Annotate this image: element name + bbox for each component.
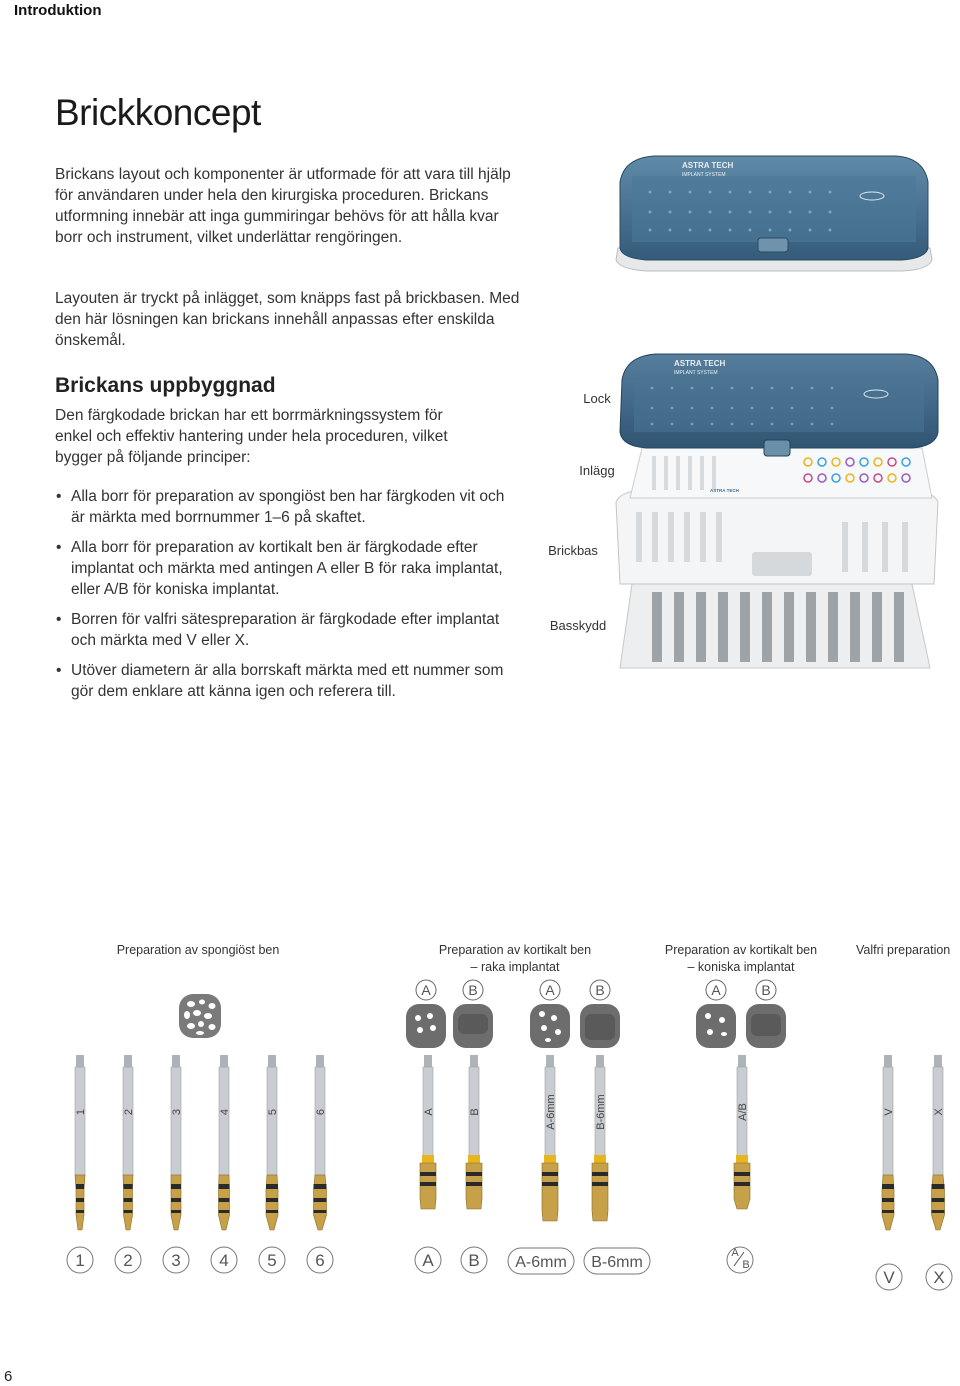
drill-shank: [884, 1055, 892, 1067]
bullet-icon: •: [56, 662, 62, 679]
icon-letter: A: [421, 982, 431, 998]
page-number: 6: [4, 1368, 13, 1385]
drill-color-band: [594, 1155, 606, 1163]
drill-body: [123, 1175, 133, 1230]
drill-band: [420, 1182, 436, 1186]
drill-body: [75, 1175, 85, 1230]
bullet-icon: •: [56, 488, 62, 505]
drill-color-band: [736, 1155, 748, 1163]
drill-band: [466, 1172, 482, 1176]
drill-band: [314, 1198, 327, 1202]
intro-paragraph-2: Layouten är tryckt på inlägget, som knäpps fast på brickbasen. Med den här lösningen kan brickans innehåll anpassas efter enskilda önskemål.: [55, 290, 520, 349]
drill-number-label: 2: [123, 1251, 133, 1270]
drill-band: [420, 1172, 436, 1176]
drill-optional-label: V: [883, 1268, 895, 1287]
drill-band: [932, 1210, 945, 1213]
label-insert: Inlägg: [579, 463, 615, 478]
drill: [882, 1055, 895, 1230]
category-optional: Valfri preparation: [856, 943, 951, 957]
label-base-guard: Basskydd: [549, 618, 607, 633]
drill-shank: [546, 1055, 554, 1067]
category-cortical-straight: [415, 942, 615, 976]
drill-shaft-label: A-6mm: [545, 1094, 557, 1130]
drill-band: [219, 1210, 230, 1213]
drill-shank: [424, 1055, 432, 1067]
drill-band: [266, 1210, 278, 1213]
icon-letter: A: [711, 982, 721, 998]
drill-shaft-label: 4: [219, 1108, 231, 1116]
drill-band: [76, 1198, 84, 1202]
drill-conical-top: A: [731, 1247, 739, 1259]
structure-heading: Brickans uppbyggnad: [55, 374, 276, 397]
drill: [75, 1055, 87, 1230]
drill: [932, 1055, 946, 1230]
drill-band: [882, 1198, 894, 1202]
drill-body: [171, 1175, 181, 1230]
drill-length-label: B-6mm: [591, 1254, 643, 1271]
drill-shaft-label: 3: [171, 1108, 183, 1116]
drill-band: [314, 1210, 327, 1213]
base-guard: [620, 584, 930, 668]
category-cortical-conical: [641, 942, 841, 976]
drill-number-label: 4: [219, 1251, 229, 1270]
drill-shaft-label: 6: [315, 1108, 327, 1116]
lid-brand-text: ASTRA TECH: [674, 359, 726, 368]
drill-panel: [0, 1040, 960, 1340]
list-item-text: Alla borr för preparation av spongiöst ben har färgkoden vit och är märkta med borrnummer 1–6 på skaftet.: [71, 488, 505, 526]
drill-band: [76, 1184, 84, 1189]
page-title: Brickkoncept: [55, 92, 261, 133]
drill-body: [219, 1175, 230, 1230]
drill: [314, 1055, 328, 1230]
drill-number-label: 3: [171, 1251, 181, 1270]
drill-color-band: [544, 1155, 556, 1163]
drill-shank: [596, 1055, 604, 1067]
list-item-text: Alla borr för preparation av kortikalt ben är färgkodade efter implantat och märkta med antingen A eller B för raka implantat, eller A/B för koniska implantat.: [71, 539, 503, 598]
list-item: [55, 609, 505, 651]
structure-paragraph: Den färgkodade brickan har ett borrmärkningssystem för enkel och effektiv hantering under hela proceduren, vilket bygger på följande principer:: [55, 407, 448, 466]
tray-lid: [620, 354, 938, 456]
drill-shaft: [171, 1067, 181, 1175]
drill: [219, 1055, 232, 1230]
drill-band: [124, 1210, 133, 1213]
drill-band: [219, 1198, 230, 1202]
drill-band: [314, 1184, 327, 1189]
drill-band: [124, 1198, 133, 1202]
drill-band: [171, 1210, 181, 1213]
list-item: [55, 537, 505, 600]
drill-body: [266, 1175, 278, 1230]
icon-letter: A: [545, 982, 555, 998]
drill-band: [124, 1184, 133, 1189]
drill-band: [171, 1198, 181, 1202]
drill-band: [171, 1184, 181, 1189]
drill-band: [734, 1172, 750, 1176]
drill: [734, 1055, 750, 1209]
drill: [123, 1055, 135, 1230]
list-item: [55, 660, 505, 702]
cancellous-bone-icon: [170, 984, 230, 1046]
drill-shaft-label: A: [423, 1108, 435, 1116]
drill-body: [932, 1175, 945, 1230]
drill-shaft-label: 5: [267, 1108, 279, 1116]
intro-paragraph-1: Brickans layout och komponenter är utformade för att vara till hjälp för användaren under hela den kirurgiska proceduren. Brickans utformning innebär att inga gummiringar behövs för att hålla kvar borr och instrument, vilket underlättar rengöringen.: [55, 166, 511, 246]
drill: [420, 1055, 436, 1209]
drill-band: [932, 1184, 945, 1189]
drill: [592, 1055, 608, 1221]
drill-shaft-label: B: [469, 1108, 481, 1116]
drill-shaft: [219, 1067, 229, 1175]
brand-subtext: IMPLANT SYSTEM: [682, 172, 726, 178]
category-cancellous: Preparation av spongiöst ben: [116, 943, 280, 957]
tray-base: [616, 490, 938, 584]
icon-letter: B: [761, 982, 771, 998]
drill-band: [542, 1182, 558, 1186]
drill-body: [592, 1163, 608, 1221]
drill-band: [266, 1184, 278, 1189]
drill-band: [592, 1182, 608, 1186]
bullet-icon: •: [56, 539, 62, 556]
drill-conical-bottom: B: [742, 1259, 750, 1271]
drill-body: [542, 1163, 558, 1221]
drill-number-label: B: [468, 1251, 480, 1270]
principles-list: [55, 486, 505, 711]
drill-band: [266, 1198, 278, 1202]
category-cortical-straight-line1: Preparation av kortikalt ben: [438, 943, 592, 957]
drill-shaft-label: 1: [75, 1108, 87, 1116]
drill-color-band: [422, 1155, 434, 1163]
drill-band: [882, 1184, 894, 1189]
drill-shaft: [883, 1067, 893, 1175]
drill-band: [219, 1184, 230, 1189]
drill-shank: [470, 1055, 478, 1067]
drill-band: [932, 1198, 945, 1202]
label-base: Brickbas: [548, 543, 598, 558]
drill-length-label: A-6mm: [515, 1254, 567, 1271]
drill-shank: [738, 1055, 746, 1067]
drill-color-band: [468, 1155, 480, 1163]
lid-brand-subtext: IMPLANT SYSTEM: [674, 370, 718, 376]
drill-number-label: A: [422, 1251, 434, 1270]
drill-band: [734, 1182, 750, 1186]
drill-shank: [124, 1055, 132, 1067]
brand-text: ASTRA TECH: [682, 161, 734, 170]
category-cortical-straight-line2: – raka implantat: [470, 960, 560, 974]
drill-band: [592, 1172, 608, 1176]
section-label: Introduktion: [14, 2, 102, 19]
drill-shaft: [267, 1067, 277, 1175]
drill-optional-label: X: [933, 1268, 945, 1287]
drill-shaft-label: V: [883, 1108, 895, 1116]
category-cortical-conical-line2: – koniska implantat: [687, 960, 795, 974]
drill-shaft-label: A/B: [737, 1103, 749, 1121]
drill-body: [882, 1175, 894, 1230]
lid-latch: [758, 238, 788, 252]
drill-shaft: [315, 1067, 325, 1175]
list-item-text: Borren för valfri sätespreparation är färgkodade efter implantat och märkta med V eller X.: [71, 611, 500, 649]
icon-letter: B: [595, 982, 605, 998]
bullet-icon: •: [56, 611, 62, 628]
drill-shank: [316, 1055, 324, 1067]
drill: [466, 1055, 482, 1209]
drill: [171, 1055, 183, 1230]
drill-shaft-label: B-6mm: [595, 1094, 607, 1130]
drill-shank: [172, 1055, 180, 1067]
drill-body: [314, 1175, 327, 1230]
closed-tray-image: [610, 152, 940, 274]
drill-shaft: [75, 1067, 85, 1175]
drill-band: [76, 1210, 84, 1213]
drill: [266, 1055, 279, 1230]
exploded-tray-image: [612, 352, 942, 680]
drill-shaft-label: X: [933, 1108, 945, 1116]
drill-shank: [76, 1055, 84, 1067]
icon-letter: B: [468, 982, 478, 998]
label-lid: Lock: [583, 391, 611, 406]
drill-band: [466, 1182, 482, 1186]
list-item: [55, 486, 505, 528]
category-cortical-conical-line1: Preparation av kortikalt ben: [664, 943, 818, 957]
insert-brand-text: ASTRA TECH: [710, 488, 739, 493]
drill-shaft: [933, 1067, 943, 1175]
lid-latch: [764, 440, 790, 456]
drill-number-label: 1: [75, 1251, 85, 1270]
drill-shank: [220, 1055, 228, 1067]
drill-shaft-label: 2: [123, 1108, 135, 1116]
drill-number-label: 5: [267, 1251, 277, 1270]
list-item-text: Utöver diametern är alla borrskaft märkta med ett nummer som gör dem enklare att känna igen och referera till.: [71, 662, 504, 700]
drill: [542, 1055, 558, 1221]
drill-shaft: [123, 1067, 133, 1175]
drill-number-label: 6: [315, 1251, 325, 1270]
drill-band: [882, 1210, 894, 1213]
drill-shank: [268, 1055, 276, 1067]
drill-shank: [934, 1055, 942, 1067]
drill-band: [542, 1172, 558, 1176]
